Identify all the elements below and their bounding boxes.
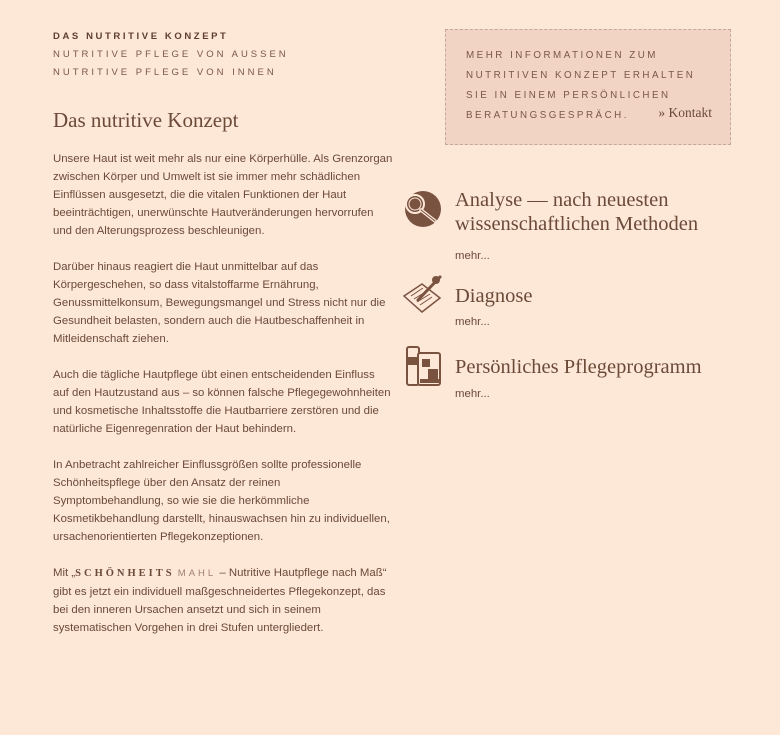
feature-title-line: wissenschaftlichen Methoden [455,213,699,235]
paragraph: Unsere Haut ist weit mehr als nur eine Körperhülle. Als Grenzorgan zwischen Körper und Umwelt ist sie immer mehr schädlichen Einflüssen ausgesetzt, die die vitalen Funktionen der Haut beeinträchtigen, unerwünschte Hautveränderungen hervorrufen und den Alterungsprozess beschleunigen. [53,153,393,237]
page-title: Das nutritive Konzept [53,108,239,132]
magnifier-icon [402,188,444,230]
more-link[interactable]: mehr... [455,316,490,328]
feature-diagnose [402,274,762,334]
section-nav [53,28,289,82]
feature-pflegeprogramm [402,345,762,405]
paragraph: Darüber hinaus reagiert die Haut unmittelbar auf das Körpergeschehen, so dass vitalstoffarme Ernährung, Genussmittelkonsum, Bewegungsmangel und Stress nicht nur die Gesundheit belasten, sondern auch die Hautbeschaffenheit in Mitleidenschaft ziehen. [53,261,386,345]
info-line: MEHR INFORMATIONEN ZUM [466,50,658,61]
article-body [53,150,393,655]
feature-title-line: Analyse — nach neuesten [455,189,669,211]
cosmetic-products-icon [402,345,444,387]
contact-info-box [445,29,731,145]
brand-name-light: MAHL [177,568,217,579]
paragraph: In Anbetracht zahlreicher Einflussgrößen sollte professionelle Schönheitspflege über den Ansatz der reinen Symptombehandlung, so wie sie die herkömmliche Kosmetikbehandlung darstellt, hinauswachsen hin zu individuellen, ursachenorientierten Pflegekonzeptionen. [53,459,390,543]
paragraph-brand [53,564,393,637]
nav-item-nutritive-konzept[interactable]: DAS NUTRITIVE KONZEPT [53,31,229,42]
feature-title-line: Persönliches Pflegeprogramm [455,356,702,378]
clipboard-pen-icon [402,274,444,316]
info-line: BERATUNGSGESPRÄCH. [466,110,629,121]
nav-item-pflege-innen[interactable]: NUTRITIVE PFLEGE VON INNEN [53,67,277,78]
feature-title[interactable] [455,188,698,236]
paragraph-suffix: – Nutritive Hautpflege nach Maß“ gibt es jetzt ein individuell maßgeschneidertes Pflegekonzept, das bei den inneren Ursachen ansetzt und sich in seinem systematischen Vorgehen in drei Stufen untergliedert. [53,567,387,634]
more-link[interactable]: mehr... [455,388,490,400]
feature-title[interactable] [455,355,702,379]
feature-title[interactable] [455,284,532,308]
info-line: SIE IN EINEM PERSÖNLICHEN [466,90,671,101]
info-line: NUTRITIVEN KONZEPT ERHALTEN [466,70,696,81]
paragraph: Auch die tägliche Hautpflege übt einen entscheidenden Einfluss auf den Hautzustand aus – so können falsche Pflegegewohnheiten und kosmetische Inhaltsstoffe die Hautbarriere zerstören und die natürliche Eigenregenration der Haut behindern. [53,369,391,435]
feature-analyse [402,188,762,268]
contact-link[interactable]: » Kontakt [658,105,712,120]
brand-name-bold: SCHÖNHEITS [75,568,175,579]
feature-title-line: Diagnose [455,285,533,307]
more-link[interactable]: mehr... [455,250,490,262]
paragraph-prefix: Mit „ [53,567,76,579]
nav-item-pflege-aussen[interactable]: NUTRITIVE PFLEGE VON AUSSEN [53,49,289,60]
